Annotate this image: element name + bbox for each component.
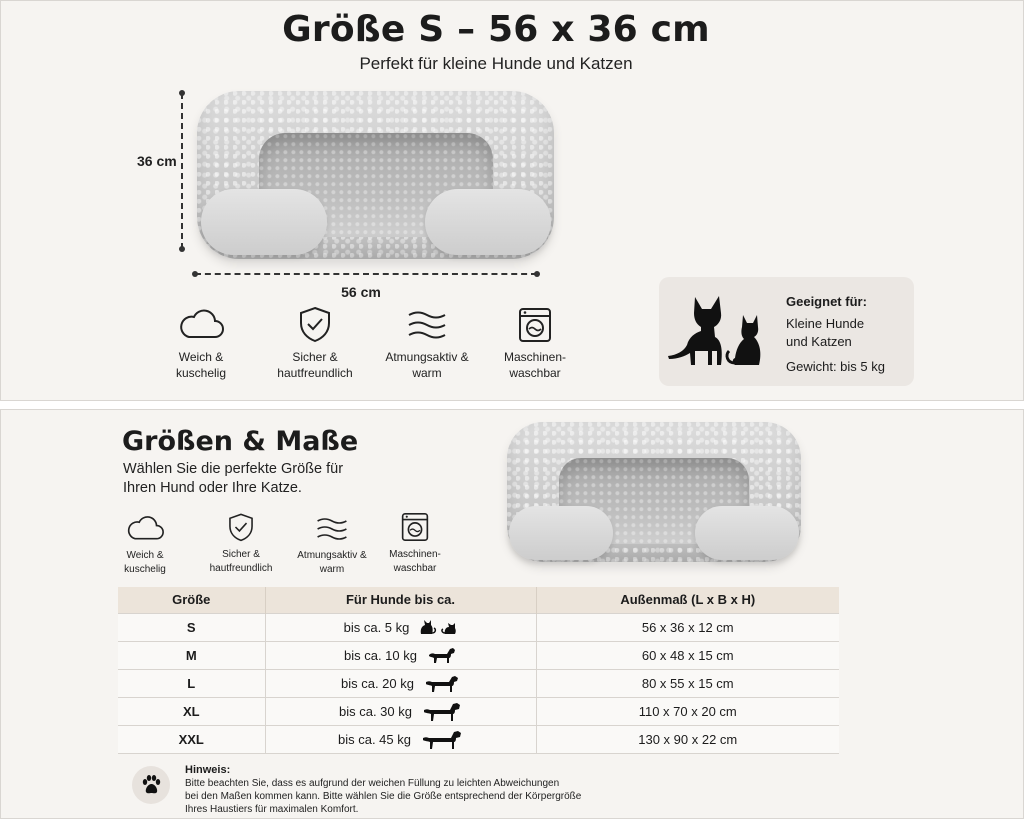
shield-check-icon bbox=[226, 512, 256, 542]
size-cell: XXL bbox=[118, 725, 265, 753]
height-dimension-line bbox=[181, 93, 183, 249]
dog-icon bbox=[422, 700, 462, 722]
feature-safe-small: Sicher & hautfreundlich bbox=[201, 512, 281, 575]
header-weight: Für Hunde bis ca. bbox=[265, 587, 536, 613]
suitable-for-box bbox=[659, 277, 914, 386]
weight-cell: bis ca. 20 kg bbox=[341, 675, 414, 691]
note-title: Hinweis: bbox=[185, 764, 231, 776]
dog-icon bbox=[424, 673, 460, 693]
shield-check-icon bbox=[296, 305, 334, 343]
cat-icon bbox=[419, 619, 457, 635]
table-row bbox=[118, 641, 839, 669]
feature-soft: Weich & kuschelig bbox=[161, 307, 241, 381]
weight-cell: bis ca. 30 kg bbox=[339, 703, 412, 719]
cloud-icon bbox=[177, 307, 225, 341]
header-size: Größe bbox=[118, 587, 265, 613]
airflow-icon bbox=[407, 309, 447, 341]
weight-cell: bis ca. 10 kg bbox=[344, 647, 417, 663]
table-row bbox=[118, 725, 839, 753]
suitable-title: Geeignet für: bbox=[786, 294, 867, 309]
size-cell: L bbox=[118, 669, 265, 697]
sizes-title: Größen & Maße bbox=[122, 426, 359, 457]
size-cell: XL bbox=[118, 697, 265, 725]
suitable-weight: Gewicht: bis 5 kg bbox=[786, 359, 885, 374]
dimensions-cell: 130 x 90 x 22 cm bbox=[536, 725, 839, 753]
washing-machine-icon bbox=[401, 512, 429, 542]
table-row bbox=[118, 669, 839, 697]
paw-icon bbox=[132, 766, 170, 804]
feature-washable-small: Maschinen- waschbar bbox=[381, 512, 449, 575]
feature-breathable-small: Atmungsaktiv & warm bbox=[291, 516, 373, 576]
dimensions-cell: 110 x 70 x 20 cm bbox=[536, 697, 839, 725]
width-dimension-line bbox=[195, 273, 537, 275]
pet-bed-image-small bbox=[507, 422, 801, 562]
note-text: Bitte beachten Sie, dass es aufgrund der weichen Füllung zu leichten Abweichungen bei den Maßen kommen kann. Bitte wählen Sie die Größe entsprechend der Körpergröße Ihres Haustiers für maximalen Komfort. bbox=[185, 778, 582, 815]
table-header-row bbox=[118, 587, 839, 613]
page-title: Größe S – 56 x 36 cm bbox=[282, 9, 710, 50]
dog-and-cat-icon bbox=[665, 293, 765, 371]
dog-icon bbox=[421, 728, 463, 750]
dimensions-cell: 60 x 48 x 15 cm bbox=[536, 641, 839, 669]
sizes-subtitle: Wählen Sie die perfekte Größe für Ihren Hund oder Ihre Katze. bbox=[123, 461, 344, 496]
feature-breathable: Atmungsaktiv & warm bbox=[379, 309, 475, 381]
weight-cell: bis ca. 45 kg bbox=[338, 731, 411, 747]
pet-bed-image bbox=[197, 91, 554, 259]
dimensions-cell: 56 x 36 x 12 cm bbox=[536, 613, 839, 641]
airflow-icon bbox=[316, 516, 348, 542]
washing-machine-icon bbox=[518, 307, 552, 343]
size-cell: M bbox=[118, 641, 265, 669]
size-table bbox=[118, 587, 839, 754]
table-row bbox=[118, 697, 839, 725]
cloud-icon bbox=[125, 514, 165, 542]
page-subtitle: Perfekt für kleine Hunde und Katzen bbox=[359, 54, 633, 73]
dog-icon bbox=[427, 646, 457, 664]
size-s-panel bbox=[0, 0, 1024, 401]
dimensions-cell: 80 x 55 x 15 cm bbox=[536, 669, 839, 697]
feature-washable: Maschinen- waschbar bbox=[491, 307, 579, 381]
height-dimension-label: 36 cm bbox=[137, 153, 177, 169]
table-row bbox=[118, 613, 839, 641]
suitable-text: Kleine Hunde und Katzen bbox=[786, 316, 865, 349]
size-cell: S bbox=[118, 613, 265, 641]
header-dimensions: Außenmaß (L x B x H) bbox=[536, 587, 839, 613]
width-dimension-label: 56 cm bbox=[341, 284, 381, 300]
weight-cell: bis ca. 5 kg bbox=[343, 619, 410, 635]
sizes-panel bbox=[0, 409, 1024, 819]
feature-soft-small: Weich & kuschelig bbox=[111, 514, 179, 576]
feature-safe: Sicher & hautfreundlich bbox=[267, 305, 363, 381]
